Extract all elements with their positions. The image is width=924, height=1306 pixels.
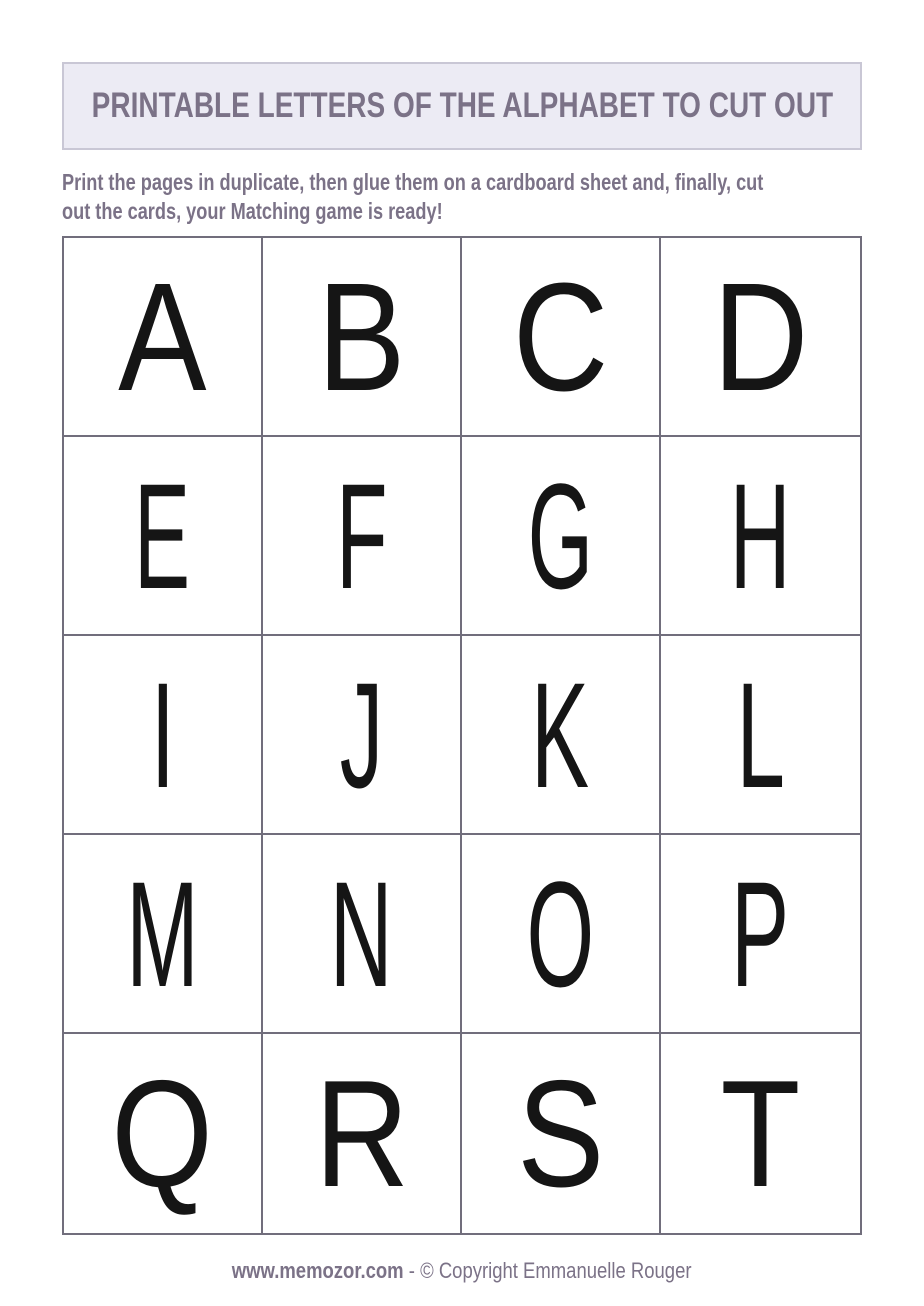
- letter-cell-M: [64, 835, 263, 1034]
- letter: T: [720, 1048, 801, 1219]
- footer: [0, 1256, 924, 1286]
- footer-separator: -: [409, 1258, 416, 1283]
- letter-cell-B: [263, 238, 462, 437]
- letter: Q: [111, 1048, 214, 1219]
- letter: I: [150, 650, 175, 819]
- letter-cell-H: [661, 437, 860, 636]
- letter: G: [527, 451, 594, 620]
- letter-cell-D: [661, 238, 860, 437]
- letter: A: [118, 250, 207, 423]
- letter: R: [314, 1048, 409, 1219]
- letter-cell-E: [64, 437, 263, 636]
- letter-cell-G: [462, 437, 661, 636]
- letter-cell-Q: [64, 1034, 263, 1233]
- letter: F: [335, 451, 388, 620]
- instructions-line-2: out the cards, your Matching game is ready!: [62, 198, 443, 224]
- letter-cell-T: [661, 1034, 860, 1233]
- instructions-line-1: Print the pages in duplicate, then glue them on a cardboard sheet and, finally, cut: [62, 169, 764, 195]
- letter: S: [516, 1048, 605, 1219]
- letter: O: [526, 849, 595, 1018]
- letter-cell-K: [462, 636, 661, 835]
- letter-cell-C: [462, 238, 661, 437]
- letter-cell-O: [462, 835, 661, 1034]
- letter-grid: [62, 236, 862, 1235]
- footer-copyright: © Copyright Emmanuelle Rouger: [420, 1258, 692, 1283]
- letter: E: [134, 451, 191, 620]
- footer-text: [232, 1256, 692, 1286]
- title-banner: [62, 62, 862, 150]
- letter: K: [531, 650, 590, 819]
- instructions-text: [62, 168, 882, 226]
- letter: D: [712, 250, 809, 423]
- letter: H: [730, 451, 791, 620]
- page-title: PRINTABLE LETTERS OF THE ALPHABET TO CUT OUT: [91, 86, 833, 125]
- letter-cell-A: [64, 238, 263, 437]
- letter-cell-P: [661, 835, 860, 1034]
- letter: L: [736, 650, 785, 819]
- letter-cell-I: [64, 636, 263, 835]
- letter-cell-R: [263, 1034, 462, 1233]
- letter-cell-L: [661, 636, 860, 835]
- letter: P: [731, 849, 790, 1018]
- letter: C: [512, 250, 609, 423]
- letter-cell-S: [462, 1034, 661, 1233]
- letter: J: [339, 650, 384, 819]
- letter: B: [317, 250, 406, 423]
- letter: N: [330, 849, 393, 1018]
- letter-cell-F: [263, 437, 462, 636]
- footer-site-url: www.memozor.com: [232, 1258, 404, 1283]
- letter-cell-N: [263, 835, 462, 1034]
- letter-cell-J: [263, 636, 462, 835]
- letter: M: [126, 849, 199, 1018]
